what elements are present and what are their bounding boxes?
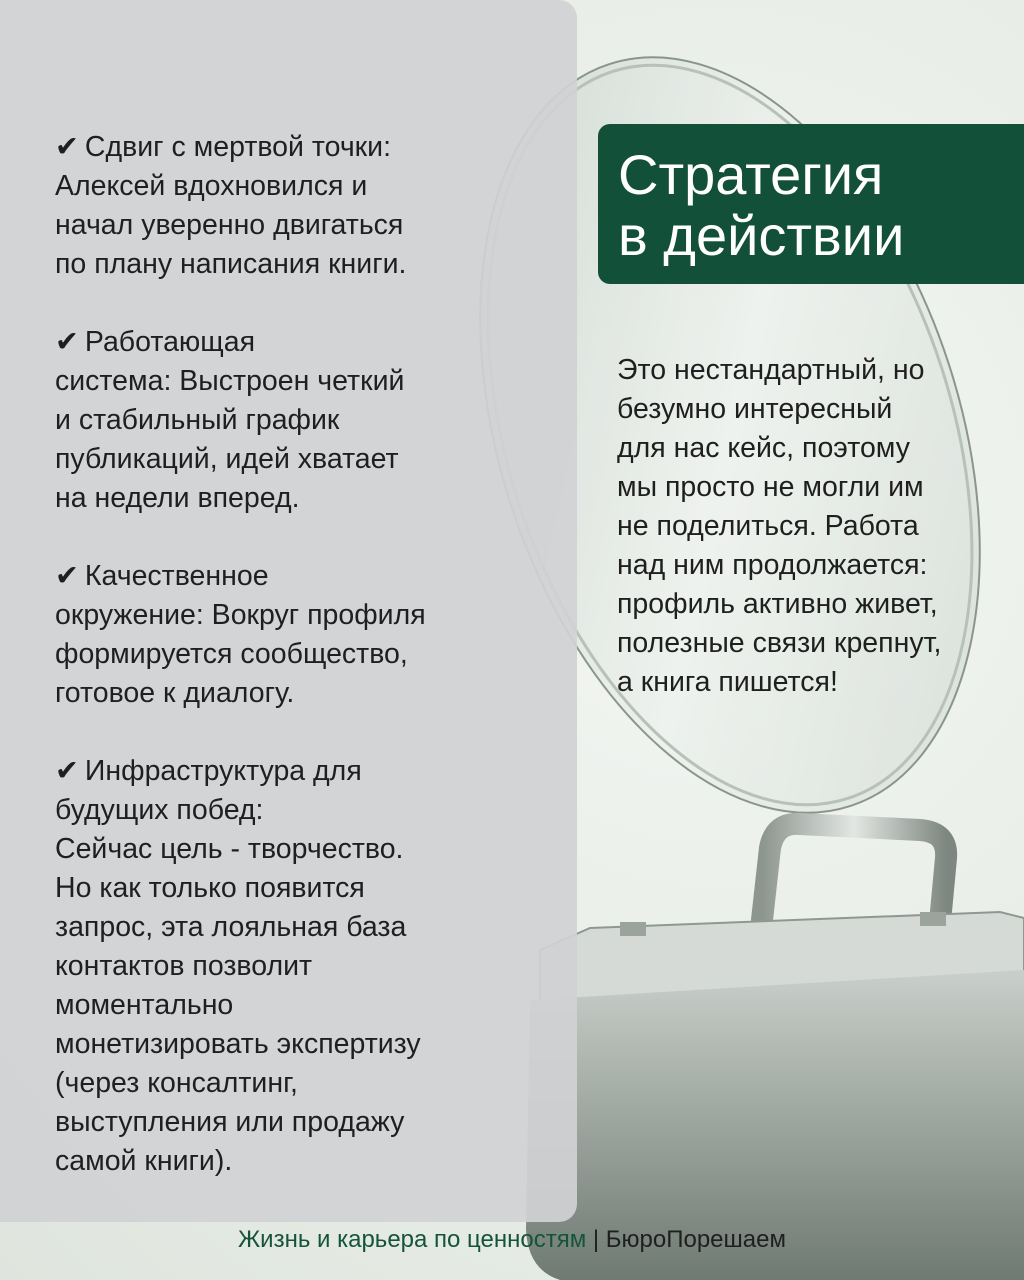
title-banner [598, 124, 1024, 284]
results-list [55, 128, 555, 1220]
result-item [55, 752, 555, 1181]
checkmark-icon: ✔ [55, 131, 79, 163]
result-item [55, 323, 555, 518]
checkmark-icon: ✔ [55, 755, 79, 787]
result-text: Инфраструктура для будущих побед: Сейчас цель - творчество. Но как только появится запрос, эта лояльная база контактов позволит моментально монетизировать экспертизу (через консалтинг, выступления или продажу самой книги). [55, 755, 421, 1177]
footer-separator: | [592, 1226, 600, 1253]
result-item [55, 128, 555, 284]
footer [0, 1223, 1024, 1257]
checkmark-icon: ✔ [55, 326, 79, 358]
result-text: Сдвиг с мертвой точки: Алексей вдохновился и начал уверенно двигаться по плану написания книги. [55, 131, 407, 280]
result-item [55, 557, 555, 713]
page-title: Стратегия в действии [618, 143, 905, 267]
briefcase-illustration [500, 800, 1024, 1280]
result-text: Работающая система: Выстроен четкий и стабильный график публикаций, идей хватает на недели вперед. [55, 326, 405, 514]
footer-brand: БюроПорешаем [605, 1226, 786, 1253]
footer-tagline: Жизнь и карьера по ценностям [238, 1226, 587, 1253]
checkmark-icon: ✔ [55, 560, 79, 592]
case-description: Это нестандартный, но безумно интересный для нас кейс, поэтому мы просто не могли им не поделиться. Работа над ним продолжается: профиль активно живет, полезные связи крепнут, а книга пишется! [617, 354, 942, 698]
result-text: Качественное окружение: Вокруг профиля формируется сообщество, готовое к диалогу. [55, 560, 426, 709]
